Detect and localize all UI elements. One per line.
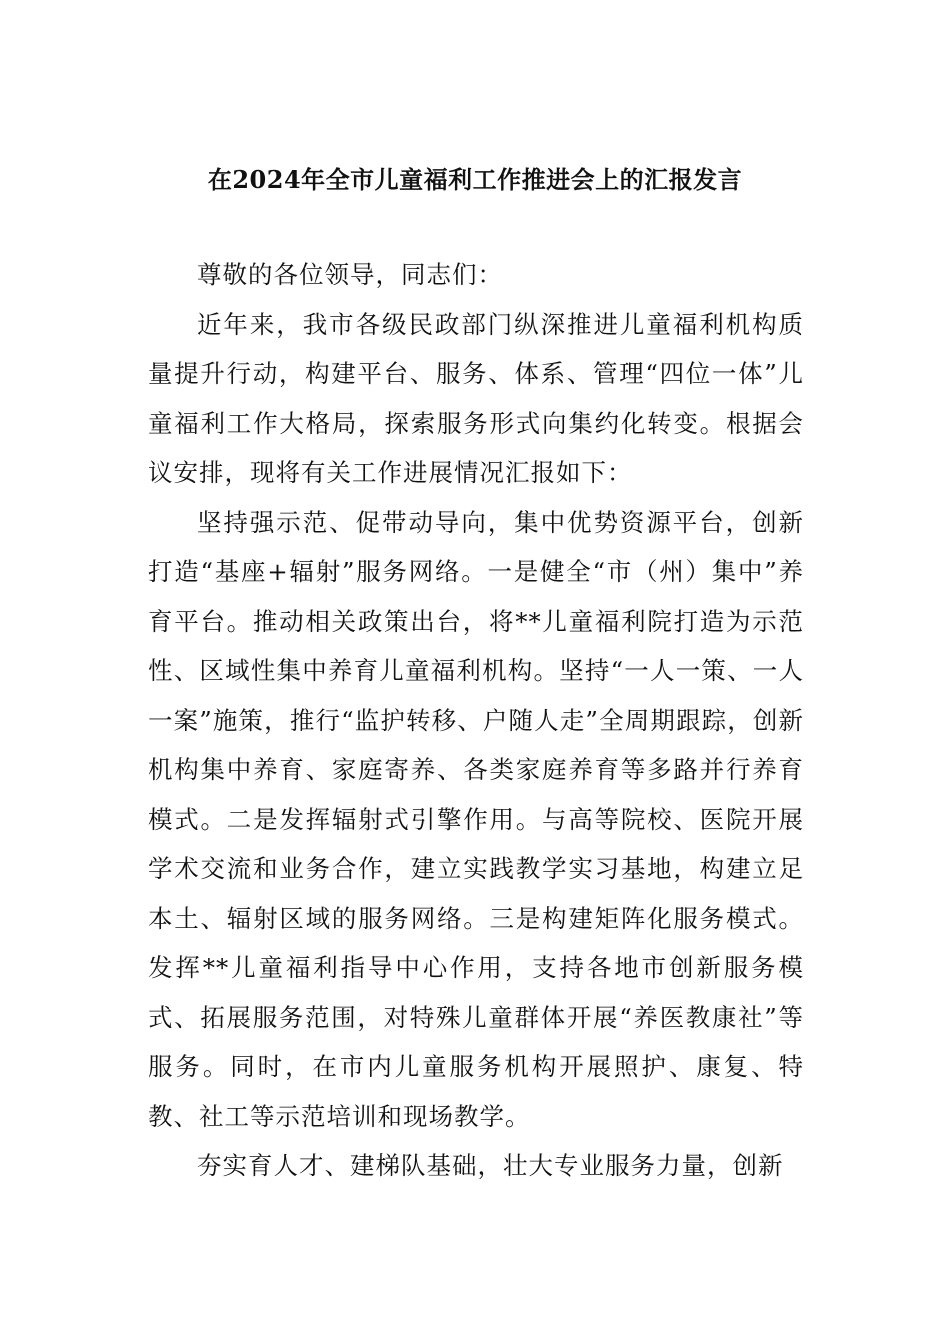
document-body (148, 250, 804, 1191)
intro-paragraph: 近年来，我市各级民政部门纵深推进儿童福利机构质量提升行动，构建平台、服务、体系、管理“四位一体”儿童福利工作大格局，探索服务形式向集约化转变。根据会议安排，现将有关工作进展情况汇报如下： (148, 309, 804, 487)
platform-paragraph: 坚持强示范、促带动导向，集中优势资源平台，创新打造“基座+辐射”服务网络。一是健全“市（州）集中”养育平台。推动相关政策出台，将**儿童福利院打造为示范性、区域性集中养育儿童福利机构。坚持“一人一策、一人一案”施策，推行“监护转移、户随人走”全周期跟踪，创新机构集中养育、家庭寄养、各类家庭养育等多路并行养育模式。二是发挥辐射式引擎作用。与高等院校、医院开展学术交流和业务合作，建立实践教学实习基地，构建立足本土、辐射区域的服务网络。三是构建矩阵化服务模式。发挥**儿童福利指导中心作用，支持各地市创新服务模式、拓展服务范围，对特殊儿童群体开展“养医教康社”等服务。同时，在市内儿童服务机构开展照护、康复、特教、社工等示范培训和现场教学。 (148, 507, 804, 1131)
salutation-paragraph: 尊敬的各位领导，同志们： (197, 260, 503, 289)
talent-paragraph: 夯实育人才、建梯队基础，壮大专业服务力量，创新 (197, 1151, 784, 1180)
document-title: 在2024年全市儿童福利工作推进会上的汇报发言 (207, 165, 743, 194)
